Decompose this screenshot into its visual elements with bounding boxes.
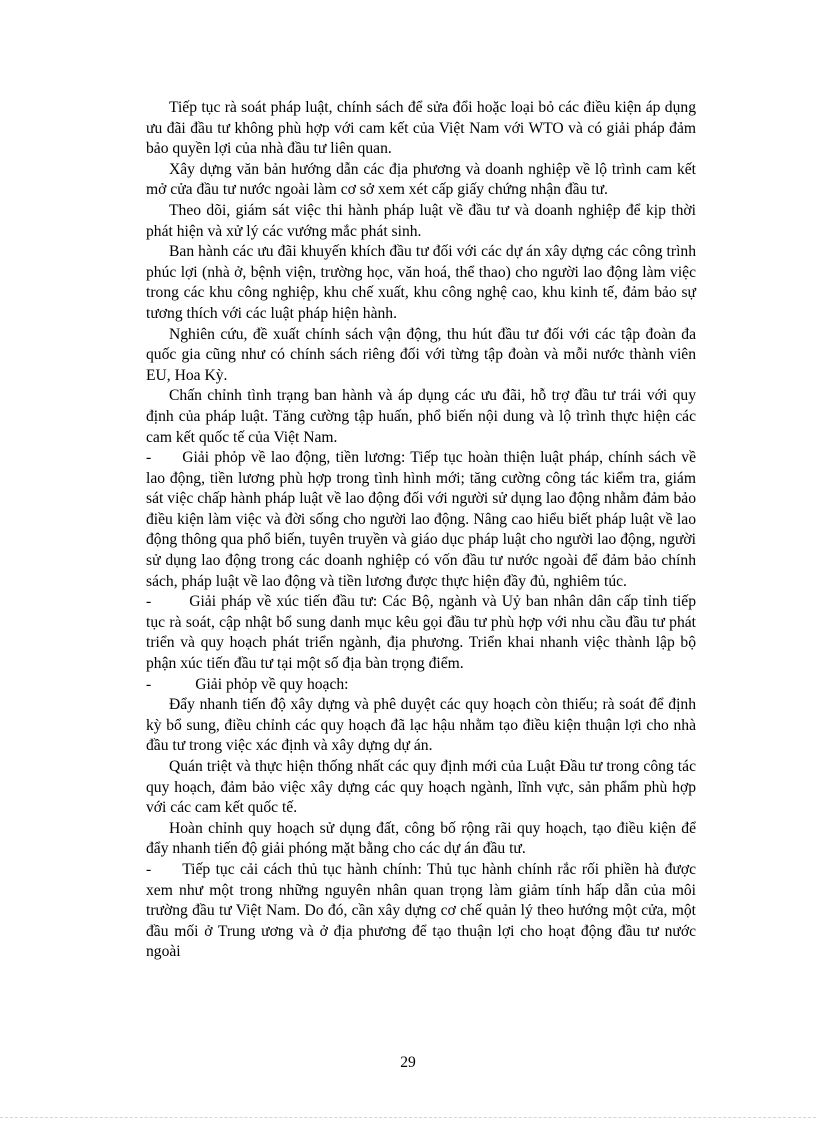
bullet-dash: - bbox=[146, 860, 152, 878]
paragraph: Đẩy nhanh tiến độ xây dựng và phê duyệt các quy hoạch còn thiếu; rà soát để định kỳ bổ sung, điều chỉnh các quy hoạch đã lạc hậu nhằm tạo điều kiện thuận lợi cho nhà đầu tư trong việc xác định và xây dựng dự án. bbox=[146, 696, 696, 755]
bullet-text: Tiếp tục cải cách thủ tục hành chính: Thủ tục hành chính rắc rối phiền hà được xem như một trong những nguyên nhân quan trọng làm giảm tính hấp dẫn của môi trường đầu tư Việt Nam. Do đó, cần xây dựng cơ chế quản lý theo hướng một cửa, một đầu mối ở Trung ương và ở địa phương để tạo thuận lợi cho hoạt động đầu tư nước ngoài bbox=[146, 860, 696, 961]
paragraph: Ban hành các ưu đãi khuyến khích đầu tư đối với các dự án xây dựng các công trình phúc lợi (nhà ở, bệnh viện, trường học, văn hoá, thể thao) cho người lao động làm việc trong các khu công nghiệp, khu chế xuất, khu công nghệ cao, khu kinh tế, đảm bảo sự tương thích với các luật pháp hiện hành. bbox=[146, 243, 696, 322]
bullet-dash: - bbox=[146, 593, 152, 611]
bullet-dash: - bbox=[146, 449, 152, 467]
bullet-paragraph-investment-promotion bbox=[146, 592, 696, 674]
bullet-paragraph-planning bbox=[146, 675, 696, 696]
paragraph: Quán triệt và thực hiện thống nhất các quy định mới của Luật Đầu tư trong công tác quy hoạch, đảm bảo việc xây dựng các quy hoạch ngành, lĩnh vực, sản phẩm phù hợp với các cam kết quốc tế. bbox=[146, 758, 696, 817]
paragraph: Chấn chỉnh tình trạng ban hành và áp dụng các ưu đãi, hỗ trợ đầu tư trái với quy định của pháp luật. Tăng cường tập huấn, phổ biến nội dung và lộ trình thực hiện các cam kết quốc tế của Việt Nam. bbox=[146, 387, 696, 446]
page-number: 29 bbox=[400, 1054, 416, 1071]
page-bottom-divider bbox=[0, 1117, 816, 1118]
paragraph: Tiếp tục rà soát pháp luật, chính sách để sửa đổi hoặc loại bỏ các điều kiện áp dụng ưu đãi đầu tư không phù hợp với cam kết của Việt Nam với WTO và có giải pháp đảm bảo quyền lợi của nhà đầu tư liên quan. bbox=[146, 99, 696, 158]
paragraph: Xây dựng văn bản hướng dẫn các địa phương và doanh nghiệp về lộ trình cam kết mở cửa đầu tư nước ngoài làm cơ sở xem xét cấp giấy chứng nhận đầu tư. bbox=[146, 160, 696, 199]
paragraph: Hoàn chỉnh quy hoạch sử dụng đất, công bố rộng rãi quy hoạch, tạo điều kiện để đẩy nhanh tiến độ giải phóng mặt bằng cho các dự án đầu tư. bbox=[146, 819, 696, 858]
bullet-paragraph-admin-reform bbox=[146, 860, 696, 963]
bullet-paragraph-labor bbox=[146, 448, 696, 592]
bullet-dash: - bbox=[146, 675, 152, 693]
paragraph: Theo dõi, giám sát việc thi hành pháp luật về đầu tư và doanh nghiệp để kịp thời phát hiện và xử lý các vướng mắc phát sinh. bbox=[146, 201, 696, 240]
bullet-text: Giải phỏp về quy hoạch: bbox=[195, 675, 349, 693]
bullet-text: Giải pháp về xúc tiến đầu tư: Các Bộ, ngành và Uỷ ban nhân dân cấp tỉnh tiếp tục rà soát, cập nhật bổ sung danh mục kêu gọi đầu tư phù hợp với nhu cầu đầu tư phát triển và quy hoạch phát triển ngành, địa phương. Triển khai nhanh việc thành lập bộ phận xúc tiến đầu tư tại một số địa bàn trọng điểm. bbox=[146, 593, 696, 673]
paragraph: Nghiên cứu, đề xuất chính sách vận động, thu hút đầu tư đối với các tập đoàn đa quốc gia cũng như có chính sách riêng đối với từng tập đoàn và mỗi nước thành viên EU, Hoa Kỳ. bbox=[146, 325, 696, 384]
bullet-text: Giải phỏp về lao động, tiền lương: Tiếp tục hoàn thiện luật pháp, chính sách về lao động, tiền lương phù hợp trong tình hình mới; tăng cường công tác kiểm tra, giám sát việc chấp hành pháp luật về lao động đối với người sử dụng lao động nhằm đảm bảo điều kiện làm việc và đời sống cho người lao động. Nâng cao hiểu biết pháp luật về lao động thông qua phổ biến, tuyên truyền và giáo dục pháp luật cho người lao động, người sử dụng lao động trong các doanh nghiệp có vốn đầu tư nước ngoài để đảm bảo chính sách, pháp luật về lao động và tiền lương được thực hiện đầy đủ, nghiêm túc. bbox=[146, 449, 696, 590]
body-text bbox=[146, 98, 696, 963]
